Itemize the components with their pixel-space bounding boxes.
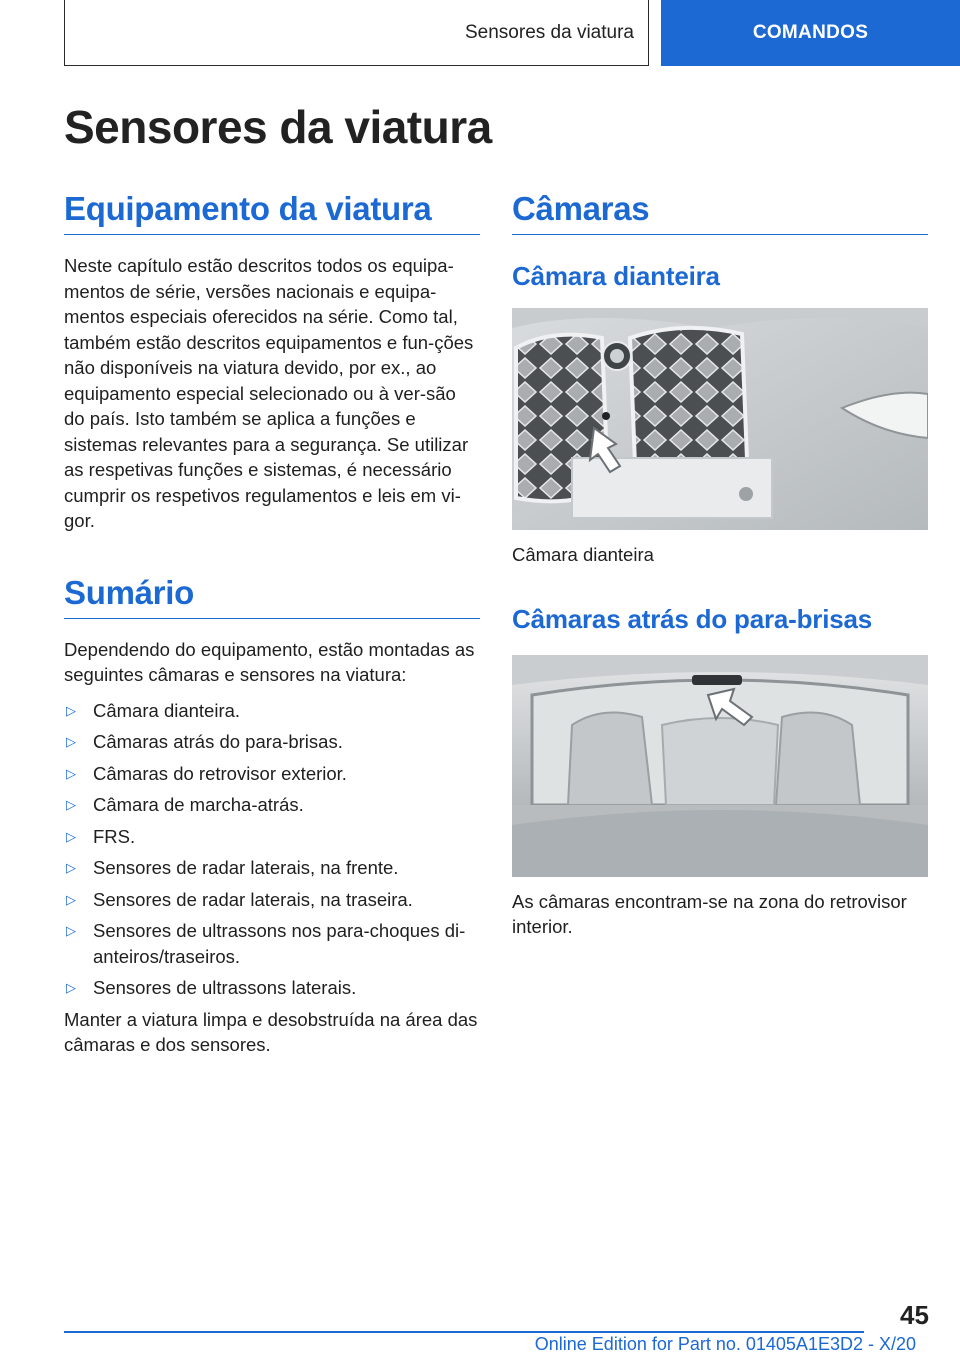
header-section-title [64, 0, 649, 66]
list-item: ▷ Sensores de ultrassons laterais. [64, 975, 480, 1001]
list-item: ▷ FRS. [64, 824, 480, 850]
list-item: ▷ Sensores de ultrassons nos para-choques di-anteiros/traseiros. [66, 920, 466, 967]
header-chapter-label: COMANDOS [752, 22, 869, 43]
page-number: 45 [900, 1300, 929, 1330]
header-section-label: Sensores da viatura [465, 21, 634, 43]
left-column [64, 190, 480, 1058]
summary-intro: Dependendo do equipamento, estão montadas as seguintes câmaras e sensores na viatura: [64, 638, 475, 685]
triangle-bullet-icon: ▷ [66, 980, 76, 995]
footer-edition: Online Edition for Part no. 01405A1E3D2 - X/20 [534, 1334, 916, 1354]
list-item: ▷ Sensores de radar laterais, na traseira. [64, 887, 480, 913]
triangle-bullet-icon: ▷ [66, 828, 76, 844]
equipment-text: Neste capítulo estão descritos todos os equipa-mentos de série, versões nacionais e equipa-mentos especiais oferecidos na série. Como tal, também estão descritos equipamentos e fun-ções não disponíveis na viatura devido, por ex., ao equipamento especial selecionado ou à ver-são do país. Isto também se aplica a funções e sistemas relevantes para a segurança. Se utilizar as respetivas funções e sistemas, é necessário cumprir os respetivos regulamentos e leis em vi-gor. [64, 255, 474, 531]
section-summary [64, 574, 480, 1058]
header-chapter-tab[interactable] [661, 0, 960, 66]
triangle-bullet-icon: ▷ [66, 860, 76, 875]
list-item: ▷ Câmara dianteira. [64, 698, 480, 724]
summary-heading: Sumário [64, 574, 480, 619]
front-camera-caption: Câmara dianteira [512, 544, 654, 565]
triangle-bullet-icon: ▷ [66, 923, 76, 938]
page-title: Sensores da viatura [64, 101, 492, 153]
list-item: ▷ Sensores de radar laterais, na frente. [64, 855, 480, 881]
front-camera-image [512, 308, 928, 530]
windshield-cameras-image [512, 655, 928, 877]
summary-outro: Manter a viatura limpa e desobstruída na área das câmaras e dos sensores. [64, 1008, 478, 1055]
triangle-bullet-icon: ▷ [66, 797, 76, 812]
windshield-cameras-heading: Câmaras atrás do para-brisas [512, 603, 873, 634]
footer-divider [64, 1331, 864, 1333]
section-equipment [64, 190, 480, 534]
cameras-heading: Câmaras [512, 190, 928, 235]
right-column [512, 190, 928, 940]
triangle-bullet-icon: ▷ [66, 891, 76, 907]
front-camera-heading: Câmara dianteira [512, 261, 720, 291]
windshield-cameras-caption: As câmaras encontram-se na zona do retrovisor interior. [512, 890, 907, 937]
triangle-bullet-icon: ▷ [66, 765, 76, 781]
equipment-heading: Equipamento da viatura [64, 190, 480, 235]
triangle-bullet-icon: ▷ [66, 702, 76, 718]
list-item: ▷ Câmaras atrás do para-brisas. [64, 729, 480, 755]
list-item: ▷ Câmara de marcha-atrás. [64, 792, 480, 818]
list-item: ▷ Câmaras do retrovisor exterior. [64, 761, 480, 787]
triangle-bullet-icon: ▷ [66, 734, 76, 749]
summary-list [64, 698, 480, 1001]
